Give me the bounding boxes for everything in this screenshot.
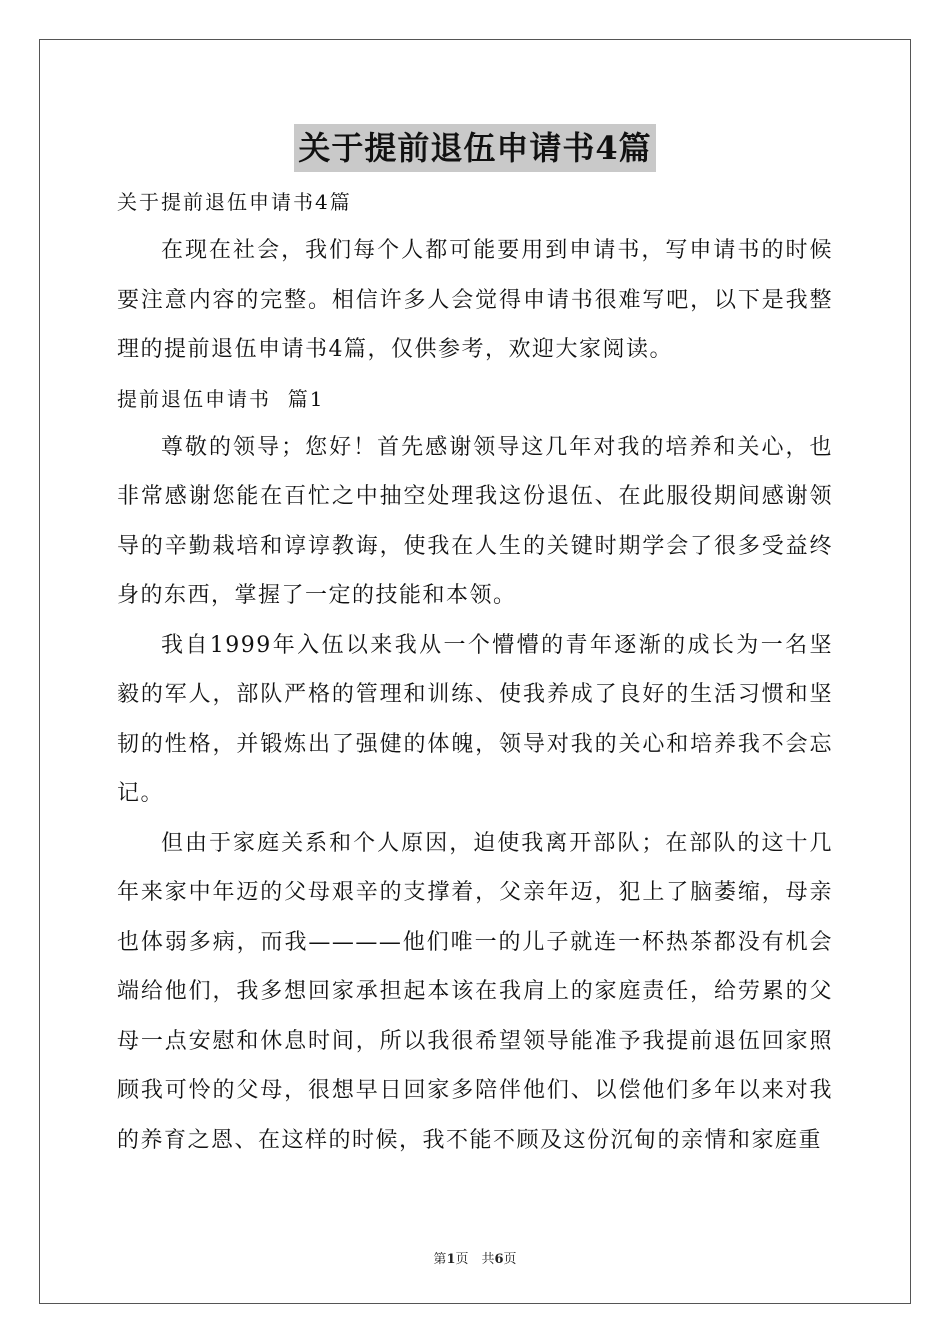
body-paragraph-3: 但由于家庭关系和个人原因，迫使我离开部队；在部队的这十几年来家中年迈的父母艰辛的支撑着，父亲年迈，犯上了脑萎缩，母亲也体弱多病，而我————他们唯一的儿子就连一杯热茶都没有机会端给他们，我多想回家承担起本该在我肩上的家庭责任，给劳累的父母一点安慰和休息时间，所以我很希望领导能准予我提前退伍回家照顾我可怜的父母，很想早日回家多陪伴他们、以偿他们多年以来对我的养育之恩、在这样的时候，我不能不顾及这份沉甸的亲情和家庭重 <box>117 830 833 1153</box>
footer-total-pages: 6 <box>494 1252 504 1267</box>
footer-page-suffix: 页 共 <box>455 1252 495 1267</box>
document-title: 关于提前退伍申请书4篇 <box>294 124 655 172</box>
body-paragraph-1: 尊敬的领导；您好！首先感谢领导这几年对我的培养和关心，也非常感谢您能在百忙之中抽空处理我这份退伍、在此服役期间感谢领导的辛勤栽培和谆谆教诲，使我在人生的关键时期学会了很多受益终身的东西，掌握了一定的技能和本领。 <box>117 434 833 608</box>
body-paragraph-2: 我自1999年入伍以来我从一个懵懵的青年逐渐的成长为一名坚毅的军人，部队严格的管理和训练、使我养成了良好的生活习惯和坚韧的性格，并锻炼出了强健的体魄，领导对我的关心和培养我不会忘记。 <box>117 632 833 806</box>
intro-paragraph: 在现在社会，我们每个人都可能要用到申请书，写申请书的时候要注意内容的完整。相信许多人会觉得申请书很难写吧，以下是我整理的提前退伍申请书4篇，仅供参考，欢迎大家阅读。 <box>117 238 833 362</box>
footer-page-number: 1 <box>446 1252 456 1267</box>
section-heading: 提前退伍申请书 篇1 <box>117 386 325 411</box>
document-body <box>117 178 833 1165</box>
document-subtitle: 关于提前退伍申请书4篇 <box>117 190 352 214</box>
footer-page-prefix: 第 <box>433 1252 447 1267</box>
page-footer <box>0 1248 950 1267</box>
footer-total-suffix: 页 <box>503 1252 517 1267</box>
title-container <box>0 124 950 172</box>
